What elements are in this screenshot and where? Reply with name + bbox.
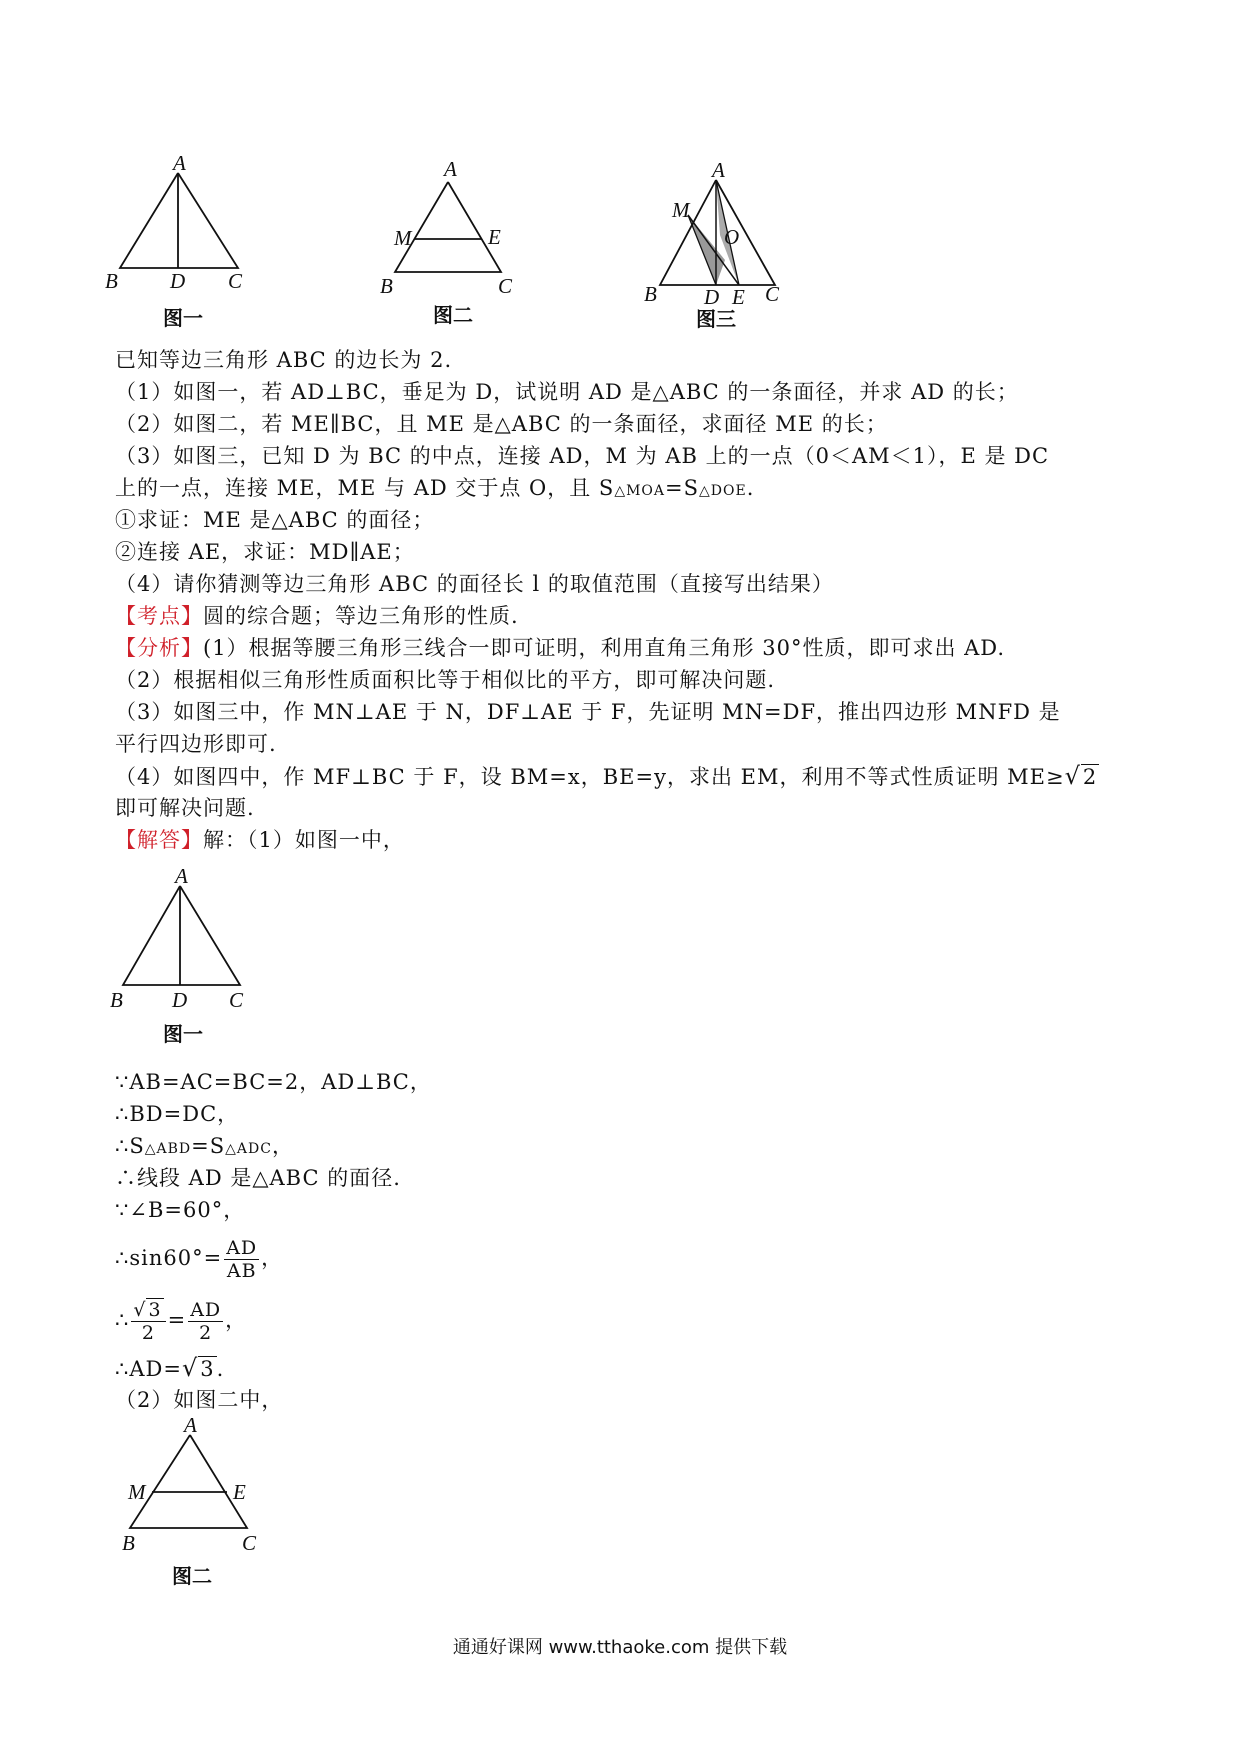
solution-step-5: ∵∠B=60°， — [115, 1198, 246, 1222]
solution-part-2-intro: （2）如图二中， — [115, 1388, 284, 1412]
fenxi-line-6: 即可解决问题. — [115, 796, 255, 820]
figure-2-solution — [112, 1413, 272, 1595]
label-a: A — [173, 151, 186, 175]
label-e: E — [732, 285, 745, 309]
label-b: B — [110, 988, 123, 1012]
fraction-root3-over-2 — [131, 1298, 165, 1344]
figure-3-top — [640, 158, 800, 335]
label-b: B — [105, 269, 118, 293]
label-m: M — [394, 226, 412, 250]
fenxi-line-1 — [115, 632, 1135, 664]
label-c: C — [498, 274, 513, 298]
fraction-numerator: AD — [226, 1236, 258, 1259]
solution-step-8 — [115, 1352, 1135, 1385]
jieda-tag: 【解答】 — [115, 828, 203, 852]
label-m: M — [128, 1480, 146, 1504]
s3-text: ∴S — [115, 1134, 145, 1158]
fraction-denominator: AB — [226, 1259, 257, 1282]
label-c: C — [765, 282, 780, 306]
jieda-intro: 解：（1）如图一中， — [203, 828, 405, 852]
q3-text: 上的一点，连接 ME，ME 与 AD 交于点 O，且 S — [115, 476, 615, 500]
fenxi-line-3: （3）如图三中，作 MN⊥AE 于 N，DF⊥AE 于 F，先证明 MN=DF，推出四边形 MNFD 是 — [115, 700, 1061, 724]
q3-end: . — [746, 476, 755, 500]
sqrt-argument: 2 — [1082, 765, 1098, 789]
label-a: A — [444, 157, 457, 181]
label-b: B — [644, 282, 657, 306]
solution-step-6 — [115, 1236, 1135, 1281]
question-3-line-1: （3）如图三，已知 D 为 BC 的中点，连接 AD，M 为 AB 上的一点（0＜AM＜1），E 是 DC — [115, 444, 1050, 468]
label-a: A — [184, 1413, 197, 1437]
sqrt-argument: 3 — [200, 1357, 215, 1381]
q3-subscript-moa: △MOA — [614, 483, 666, 499]
triangle-diagram-3 — [640, 158, 800, 335]
label-d: D — [170, 269, 186, 293]
label-m: M — [672, 198, 690, 222]
fenxi-line-2: （2）根据相似三角形性质面积比等于相似比的平方，即可解决问题. — [115, 668, 776, 692]
q3-equals: =S — [665, 476, 700, 500]
solution-step-1: ∵AB=AC=BC=2，AD⊥BC， — [115, 1070, 432, 1094]
question-3-line-2 — [115, 472, 1135, 507]
s6-end: ， — [261, 1246, 284, 1270]
question-1: （1）如图一，若 AD⊥BC，垂足为 D，试说明 AD 是△ABC 的一条面径，并求 AD 的长； — [115, 380, 1019, 404]
label-d: D — [172, 988, 188, 1012]
triangle-diagram-1 — [105, 151, 255, 333]
fraction-ad-ab — [224, 1236, 259, 1282]
sqrt-argument: 3 — [148, 1298, 162, 1321]
figure-caption: 图三 — [696, 307, 736, 331]
s3-equals: =S — [191, 1134, 226, 1158]
label-c: C — [242, 1531, 257, 1555]
figure-2-top — [378, 157, 528, 332]
label-b: B — [380, 274, 393, 298]
s3-subscript-abd: △ABD — [144, 1141, 192, 1157]
kaodian-line — [115, 600, 1135, 632]
triangle-diagram-2 — [378, 157, 528, 332]
solution-step-2: ∴BD=DC， — [115, 1102, 240, 1126]
label-c: C — [229, 988, 244, 1012]
triangle-diagram-1-solution — [105, 864, 265, 1053]
fenxi-p1: (1）根据等腰三角形三线合一即可证明，利用直角三角形 30°性质，即可求出 AD. — [203, 636, 1006, 660]
figure-caption: 图一 — [163, 1022, 203, 1046]
figure-caption: 图二 — [433, 303, 473, 327]
s8-text: ∴AD= — [115, 1357, 182, 1381]
question-4: （4）请你猜测等边三角形 ABC 的面径长 l 的取值范围（直接写出结果） — [115, 572, 834, 596]
label-d: D — [704, 285, 720, 309]
s7-end: ， — [225, 1308, 248, 1332]
label-e: E — [233, 1480, 246, 1504]
label-a: A — [712, 158, 725, 182]
kaodian-text: 圆的综合题；等边三角形的性质. — [203, 604, 519, 628]
label-c: C — [228, 269, 243, 293]
label-e: E — [488, 225, 501, 249]
s3-subscript-adc: △ADC — [225, 1141, 272, 1157]
solution-step-7 — [115, 1298, 1135, 1343]
s3-end: ， — [271, 1134, 294, 1158]
figure-1-top — [105, 151, 255, 333]
fraction-numerator: AD — [190, 1298, 222, 1321]
kaodian-tag: 【考点】 — [115, 604, 203, 628]
label-b: B — [122, 1531, 135, 1555]
label-o: O — [724, 225, 740, 249]
fraction-denominator: 2 — [141, 1321, 156, 1344]
sqrt-symbol: √ — [181, 1354, 199, 1382]
sqrt-symbol: √ — [1064, 762, 1081, 790]
solution-step-3 — [115, 1130, 1135, 1165]
question-3-part-2: ②连接 AE，求证：MD∥AE； — [115, 540, 415, 564]
fenxi-line-4: 平行四边形即可. — [115, 732, 277, 756]
fraction-denominator: 2 — [199, 1321, 213, 1344]
page-footer: 通通好课网 www.tthaoke.com 提供下载 — [452, 1637, 788, 1658]
label-a: A — [175, 864, 188, 888]
q3-subscript-doe: △DOE — [699, 483, 747, 499]
problem-intro: 已知等边三角形 ABC 的边长为 2. — [115, 348, 453, 372]
fenxi-tag: 【分析】 — [115, 636, 203, 660]
question-2: （2）如图二，若 ME∥BC，且 ME 是△ABC 的一条面径，求面径 ME 的长； — [115, 412, 888, 436]
fenxi-line-5 — [115, 760, 1135, 793]
fenxi-p4-text: （4）如图四中，作 MF⊥BC 于 F，设 BM=x，BE=y，求出 EM，利用不等式性质证明 ME≥ — [115, 765, 1065, 789]
s7-equals: = — [167, 1308, 187, 1332]
figure-caption: 图二 — [172, 1564, 212, 1588]
fraction-numerator — [131, 1298, 165, 1322]
jieda-line-1 — [115, 824, 1135, 856]
sqrt-symbol: √ — [133, 1298, 147, 1321]
triangle-diagram-2-solution — [112, 1413, 272, 1595]
figure-caption: 图一 — [163, 306, 203, 330]
question-3-part-1: ①求证：ME 是△ABC 的面径； — [115, 508, 435, 532]
s6-text: ∴sin60°= — [115, 1246, 223, 1270]
s7-text: ∴ — [115, 1308, 130, 1332]
s8-end: . — [216, 1357, 225, 1381]
fraction-ad-over-2 — [188, 1298, 223, 1344]
figure-1-solution — [105, 864, 265, 1053]
solution-step-4: ∴线段 AD 是△ABC 的面径. — [115, 1166, 401, 1190]
